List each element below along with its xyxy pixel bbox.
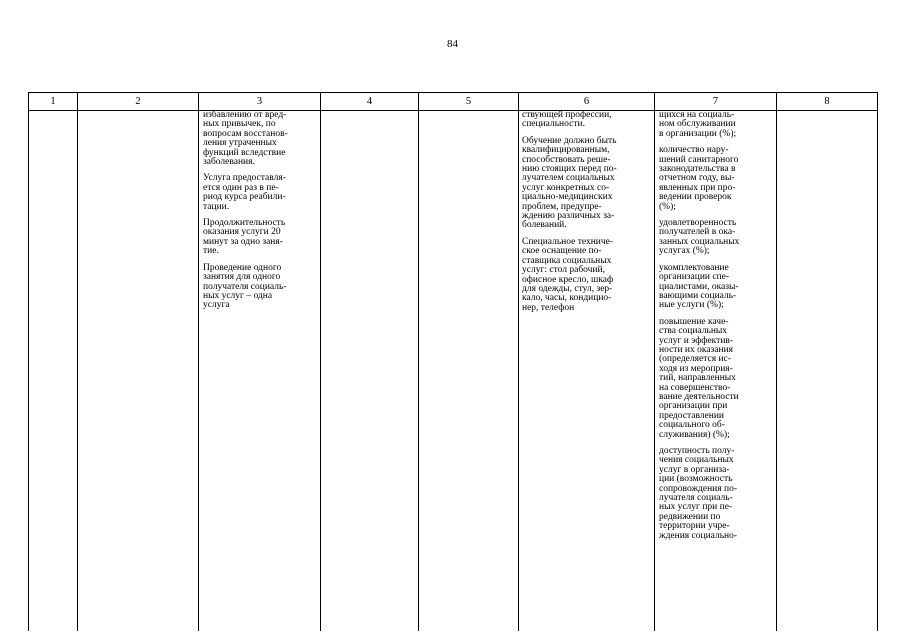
table-cell-col3 — [199, 111, 321, 632]
text-line: на совершенство- — [659, 382, 731, 393]
text-line: для одежды, стул, зер- — [522, 283, 613, 294]
column-header: 5 — [419, 93, 519, 111]
text-line: тий, направленных — [659, 373, 736, 384]
text-line: редвижении по — [659, 511, 721, 522]
text-line: услуг конкретных со- — [522, 182, 610, 193]
column-header: 6 — [519, 93, 655, 111]
text-line: услуг в организа- — [659, 464, 730, 475]
text-line: организации при — [659, 401, 728, 412]
table-cell-col6 — [519, 111, 655, 632]
text-line: Обучение должно быть — [522, 135, 617, 146]
text-line: ставщика социальных — [522, 255, 612, 266]
text-line: способствовать реше- — [522, 154, 611, 165]
text-line: ных услуг – одна — [203, 290, 273, 301]
paragraph — [659, 318, 776, 440]
table-cell-col2 — [78, 111, 199, 632]
column-header: 1 — [29, 93, 78, 111]
text-line: риод курса реабили- — [203, 192, 286, 203]
text-line: болеваний. — [522, 220, 567, 231]
text-line: специальности. — [522, 119, 585, 130]
text-line: получателей в ока- — [659, 227, 736, 238]
text-line: сопровождения по- — [659, 483, 738, 494]
paragraph — [522, 111, 654, 130]
text-line: служивания) (%); — [659, 429, 730, 440]
text-line: укомплектование — [659, 262, 729, 273]
column-header: 2 — [78, 93, 199, 111]
text-line: ждению различных за- — [522, 211, 615, 222]
text-line: повышение каче- — [659, 316, 729, 327]
text-line: отчетном году, вы- — [659, 173, 735, 184]
text-line: ется один раз в пе- — [203, 182, 279, 193]
text-line: (определяется ис- — [659, 354, 731, 365]
text-line: занных социальных — [659, 236, 740, 247]
text-line: тации. — [203, 201, 230, 212]
text-line: ных привычек, по — [203, 119, 276, 130]
column-header: 4 — [321, 93, 419, 111]
text-line: услуг: стол рабочий, — [522, 265, 605, 276]
column-header: 3 — [199, 93, 321, 111]
text-line: ном обслуживании — [659, 119, 736, 130]
paragraph — [522, 238, 654, 313]
text-line: ведении проверок — [659, 192, 732, 203]
paragraph — [659, 219, 776, 257]
text-line: социального об- — [659, 420, 725, 431]
text-line: территории учре- — [659, 521, 730, 532]
text-line: нию стоящих перед по- — [522, 164, 617, 175]
text-line: ции (возможность — [659, 474, 733, 485]
text-line: избавлению от вред- — [203, 110, 287, 120]
text-line: ности их оказания — [659, 344, 734, 355]
text-line: законодательства в — [659, 164, 736, 175]
text-line: предоставлении — [659, 410, 725, 421]
column-header: 7 — [655, 93, 777, 111]
text-line: офисное кресло, шкаф — [522, 274, 614, 285]
table-cell-col4 — [321, 111, 419, 632]
paragraph — [659, 447, 776, 541]
text-line: нер, телефон — [522, 302, 575, 313]
text-line: квалифицированным, — [522, 145, 610, 156]
paragraph — [203, 111, 320, 167]
text-line: циально-медицинских — [522, 192, 613, 203]
paragraph — [522, 137, 654, 231]
text-line: удовлетворенность — [659, 218, 737, 229]
service-description-text — [199, 111, 320, 311]
table-cell-col7 — [655, 111, 777, 632]
service-conditions-text — [519, 111, 654, 313]
text-line: циалистами, оказы- — [659, 281, 739, 292]
text-line: ствующей профессии, — [522, 110, 612, 120]
text-line: получателя социаль- — [203, 281, 287, 292]
text-line: ления утраченных — [203, 138, 277, 149]
text-line: занятия для одного — [203, 272, 281, 283]
text-line: оказания услуги 20 — [203, 227, 281, 238]
text-line: чения социальных — [659, 455, 734, 466]
text-line: явленных при про- — [659, 182, 736, 193]
text-line: ства социальных — [659, 326, 728, 337]
text-line: проблем, предупре- — [522, 201, 602, 212]
text-line: услуга — [203, 300, 230, 311]
text-line: услуг и эффектив- — [659, 335, 734, 346]
text-line: ных услуг при пе- — [659, 502, 733, 513]
text-line: (%); — [659, 201, 676, 212]
text-line: Продолжительность — [203, 218, 286, 229]
text-line: щихся на социаль- — [659, 110, 735, 120]
table-row — [29, 111, 878, 632]
text-line: ское оснащение по- — [522, 246, 602, 257]
text-line: ные услуги (%); — [659, 300, 724, 311]
page-number: 84 — [447, 38, 458, 50]
text-line: минут за одно заня- — [203, 236, 283, 247]
table-cell-col8 — [777, 111, 878, 632]
table-cell-col1 — [29, 111, 78, 632]
text-line: вающими социаль- — [659, 290, 737, 301]
text-line: лучателя социаль- — [659, 493, 733, 504]
table-header-row — [29, 93, 878, 111]
services-table — [28, 92, 878, 631]
text-line: в организации (%); — [659, 128, 737, 139]
text-line: вопросам восстанов- — [203, 128, 288, 139]
text-line: шений санитарного — [659, 154, 739, 165]
quality-indicators-text — [655, 111, 776, 541]
text-line: организации спе- — [659, 272, 730, 283]
paragraph — [203, 219, 320, 257]
text-line: услугах (%); — [659, 246, 710, 257]
paragraph — [659, 146, 776, 212]
table-cell-col5 — [419, 111, 519, 632]
text-line: ждения социально- — [659, 530, 738, 541]
paragraph — [659, 111, 776, 139]
column-header: 8 — [777, 93, 878, 111]
paragraph — [203, 264, 320, 311]
text-line: ходя из мероприя- — [659, 363, 733, 374]
text-line: тие. — [203, 246, 219, 257]
text-line: функций вследствие — [203, 147, 286, 158]
paragraph — [659, 264, 776, 311]
text-line: Специальное техниче- — [522, 236, 614, 247]
text-line: доступность полу- — [659, 446, 735, 456]
text-line: кало, часы, кондицио- — [522, 293, 612, 304]
text-line: Проведение одного — [203, 262, 282, 273]
paragraph — [203, 174, 320, 212]
text-line: количество нару- — [659, 145, 729, 156]
text-line: заболевания. — [203, 157, 255, 168]
text-line: лучателем социальных — [522, 173, 615, 184]
text-line: Услуга предоставля- — [203, 173, 286, 184]
text-line: вание деятельности — [659, 391, 739, 402]
